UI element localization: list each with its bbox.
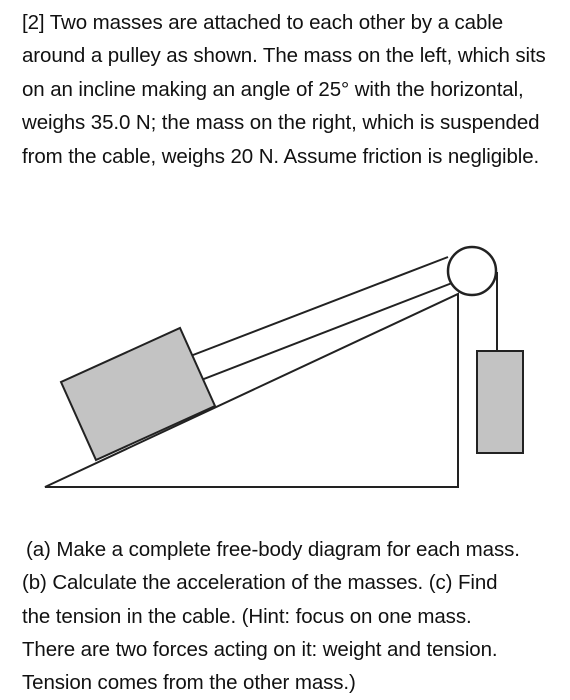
problem-statement: [2] Two masses are attached to each other by a cable around a pulley as shown. The mass on the left, which sits on an incline making an angle of 25° with the horizontal, weighs 35.0 N; the mass on the right, which is suspended from the cable, weighs 20 N. Assume friction is negligible. [22, 11, 546, 168]
question-line-3: the tension in the cable. (Hint: focus on one mass. [22, 604, 472, 628]
question-list [22, 533, 562, 699]
question-line-4: There are two forces acting on it: weight and tension. [22, 637, 498, 661]
incline-pulley-figure [0, 230, 570, 500]
question-line-1: (a) Make a complete free-body diagram for each mass. [26, 538, 520, 561]
question-line-2: (b) Calculate the acceleration of the masses. (c) Find [22, 571, 498, 595]
question-line-5: Tension comes from the other mass.) [22, 671, 356, 695]
hanging-mass [477, 351, 523, 453]
pulley-wheel [448, 247, 496, 295]
figure-svg [0, 230, 570, 500]
